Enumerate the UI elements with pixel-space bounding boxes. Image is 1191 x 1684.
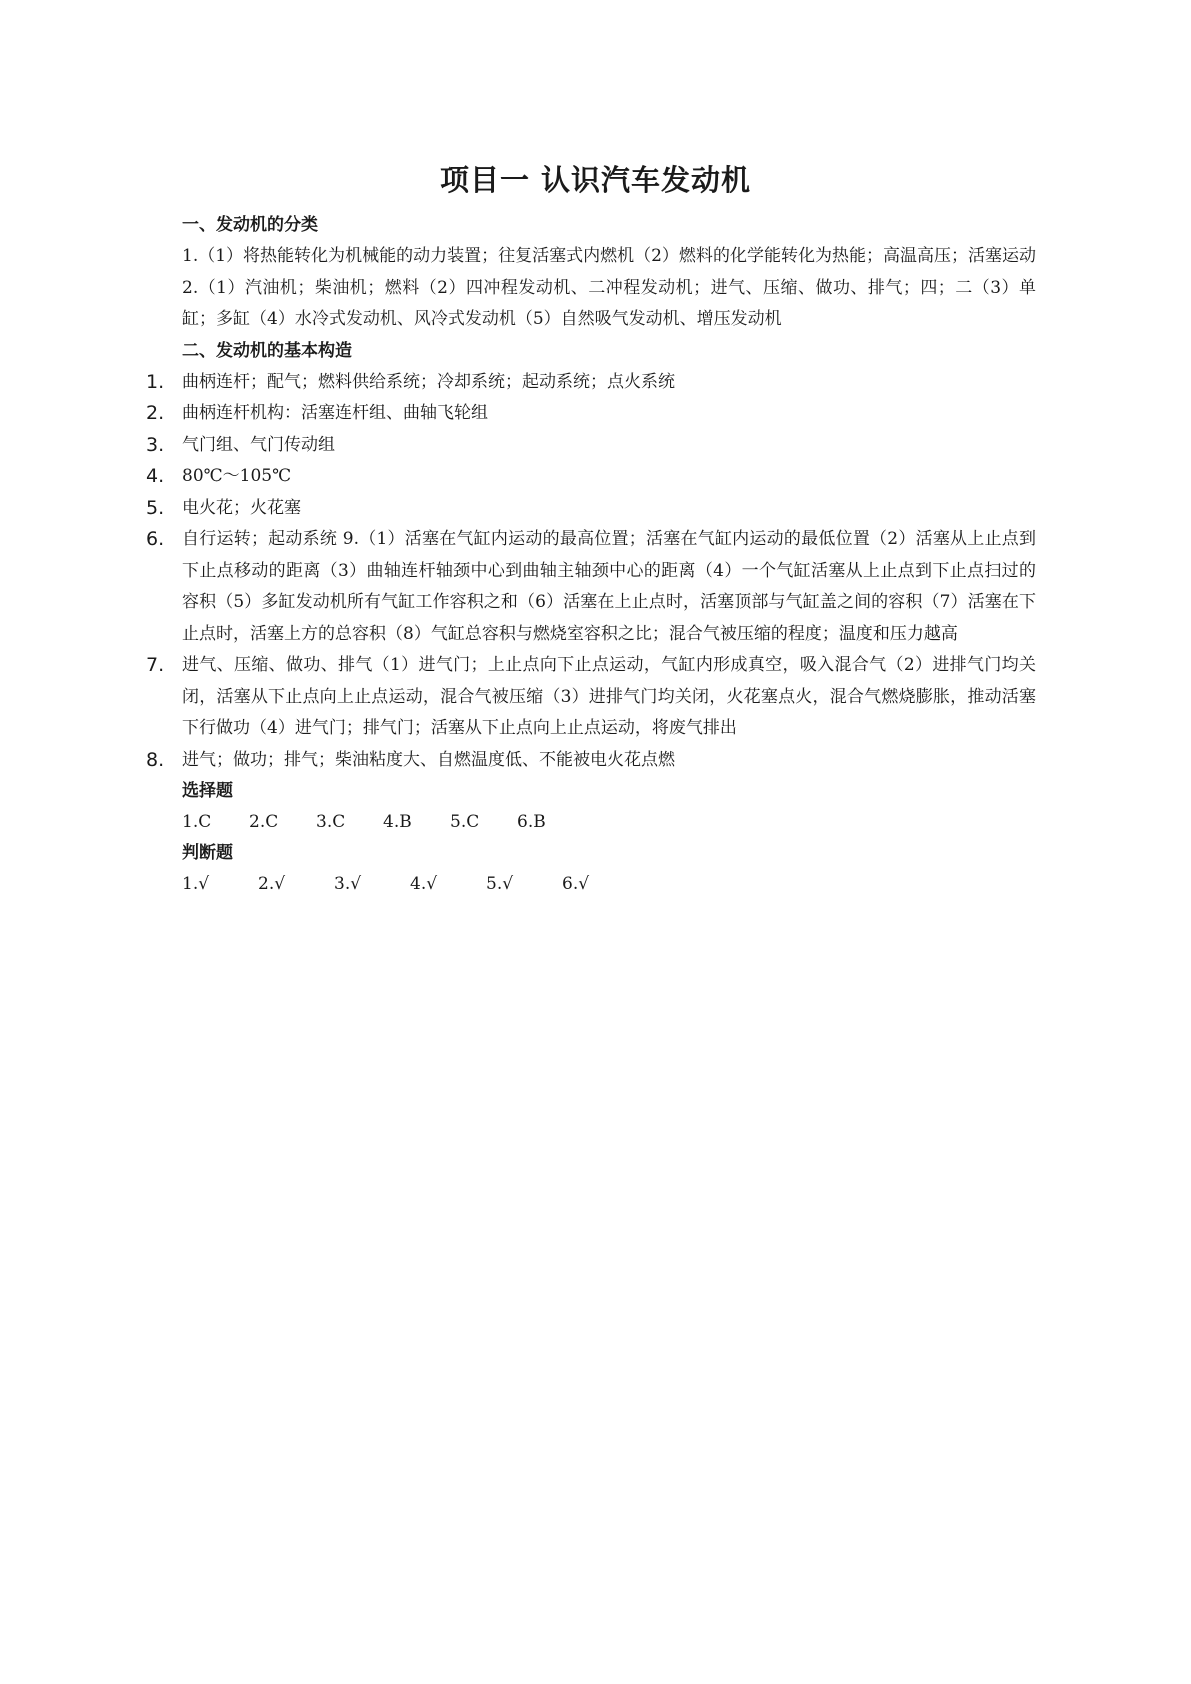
choice-answer: 2.C [249, 812, 279, 832]
item-text: 曲柄连杆机构：活塞连杆组、曲轴飞轮组 [182, 403, 488, 423]
item-number: 5. [146, 496, 165, 519]
choice-answer: 3.C [316, 812, 346, 832]
item-text: 进气、压缩、做功、排气（1）进气门；上止点向下止点运动，气缸内形成真空，吸入混合气（2）进排气门均关闭，活塞从下止点向上止点运动，混合气被压缩（3）进排气门均关闭，火花塞点火，混合气燃烧膨胀，推动活塞下行做功（4）进气门；排气门；活塞从下止点向上止点运动，将废气排出 [182, 655, 1036, 738]
document-body [146, 210, 1036, 900]
section-heading-structure: 二、发动机的基本构造 [182, 340, 352, 361]
choice-answer: 5.C [450, 812, 480, 832]
list-item [146, 650, 1036, 745]
judge-answer: 6.√ [562, 874, 590, 894]
section-heading-choice: 选择题 [182, 781, 233, 801]
item-number: 4. [146, 465, 165, 487]
choice-answer: 4.B [383, 812, 412, 832]
section-heading-classification: 一、发动机的分类 [182, 215, 318, 235]
item-number: 8. [146, 748, 165, 771]
item-text: 电火花；火花塞 [182, 497, 301, 518]
judge-answer: 4.√ [410, 874, 438, 894]
item-number: 7. [146, 654, 165, 676]
list-item [146, 461, 1036, 493]
item-number: 6. [146, 528, 165, 550]
classification-answers: 1.（1）将热能转化为机械能的动力装置；往复活塞式内燃机（2）燃料的化学能转化为热能；高温高压；活塞运动 2.（1）汽油机；柴油机；燃料（2）四冲程发动机、二冲程发动机；进气、压缩、做功、排气；四；二（3）单缸；多缸（4）水冷式发动机、风冷式发动机（5）自然吸气发动机、增压发动机 [182, 246, 1036, 329]
choice-answer: 1.C [182, 812, 212, 832]
judge-answer: 2.√ [258, 874, 286, 894]
item-text: 进气；做功；排气；柴油粘度大、自燃温度低、不能被电火花点燃 [182, 749, 675, 770]
judge-answer: 5.√ [486, 874, 514, 894]
item-text: 自行运转；起动系统 9.（1）活塞在气缸内运动的最高位置；活塞在气缸内运动的最低位置（2）活塞从上止点到下止点移动的距离（3）曲轴连杆轴颈中心到曲轴主轴颈中心的距离（4）一个气缸活塞从上止点到下止点扫过的容积（5）多缸发动机所有气缸工作容积之和（6）活塞在上止点时，活塞顶部与气缸盖之间的容积（7）活塞在下止点时，活塞上方的总容积（8）气缸总容积与燃烧室容积之比；混合气被压缩的程度；温度和压力越高 [182, 529, 1036, 644]
list-item [146, 524, 1036, 650]
item-text: 气门组、气门传动组 [182, 434, 335, 455]
item-number: 3. [146, 433, 165, 456]
item-text: 80℃～105℃ [182, 466, 292, 486]
list-item [146, 430, 1036, 462]
item-text: 曲柄连杆；配气；燃料供给系统；冷却系统；起动系统；点火系统 [182, 371, 675, 392]
judge-answers [146, 869, 1036, 900]
judge-answer: 3.√ [334, 874, 362, 894]
page-title: 项目一 认识汽车发动机 [439, 163, 752, 197]
list-item [146, 367, 1036, 399]
judge-answer: 1.√ [182, 874, 210, 894]
choice-answer: 6.B [517, 812, 546, 832]
section-heading-judge: 判断题 [182, 843, 233, 863]
list-item [146, 493, 1036, 525]
item-number: 1. [146, 370, 165, 393]
list-item [146, 398, 1036, 430]
choice-answers [146, 807, 1036, 838]
item-number: 2. [146, 402, 165, 424]
list-item [146, 745, 1036, 777]
